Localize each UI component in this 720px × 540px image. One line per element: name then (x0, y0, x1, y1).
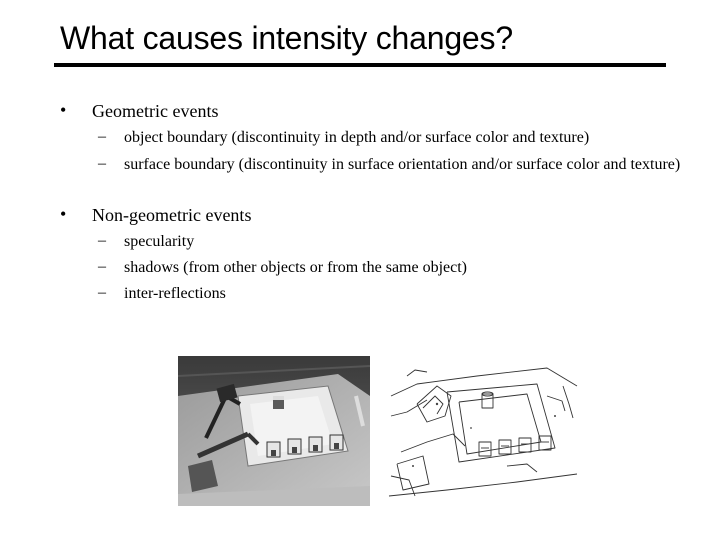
scene-photo (178, 356, 370, 506)
dash-icon: – (98, 284, 106, 301)
slide-title: What causes intensity changes? (60, 20, 513, 56)
section-heading-nongeometric: Non-geometric events (92, 205, 252, 225)
dash-icon: – (98, 232, 106, 249)
dash-icon: – (98, 155, 106, 172)
list-item: inter-reflections (124, 285, 226, 302)
title-underline (54, 63, 666, 67)
section-heading-geometric: Geometric events (92, 101, 219, 121)
list-item: shadows (from other objects or from the same object) (124, 259, 468, 276)
dash-icon: – (98, 128, 106, 145)
list-item: surface boundary (discontinuity in surface orientation and/or surface color and texture) (124, 156, 681, 173)
list-item: specularity (124, 233, 195, 250)
bullet-icon: • (60, 204, 67, 224)
edge-map (387, 356, 580, 506)
bullet-icon: • (60, 100, 67, 120)
dash-icon: – (98, 258, 106, 275)
list-item: object boundary (discontinuity in depth and/or surface color and texture) (124, 129, 590, 146)
